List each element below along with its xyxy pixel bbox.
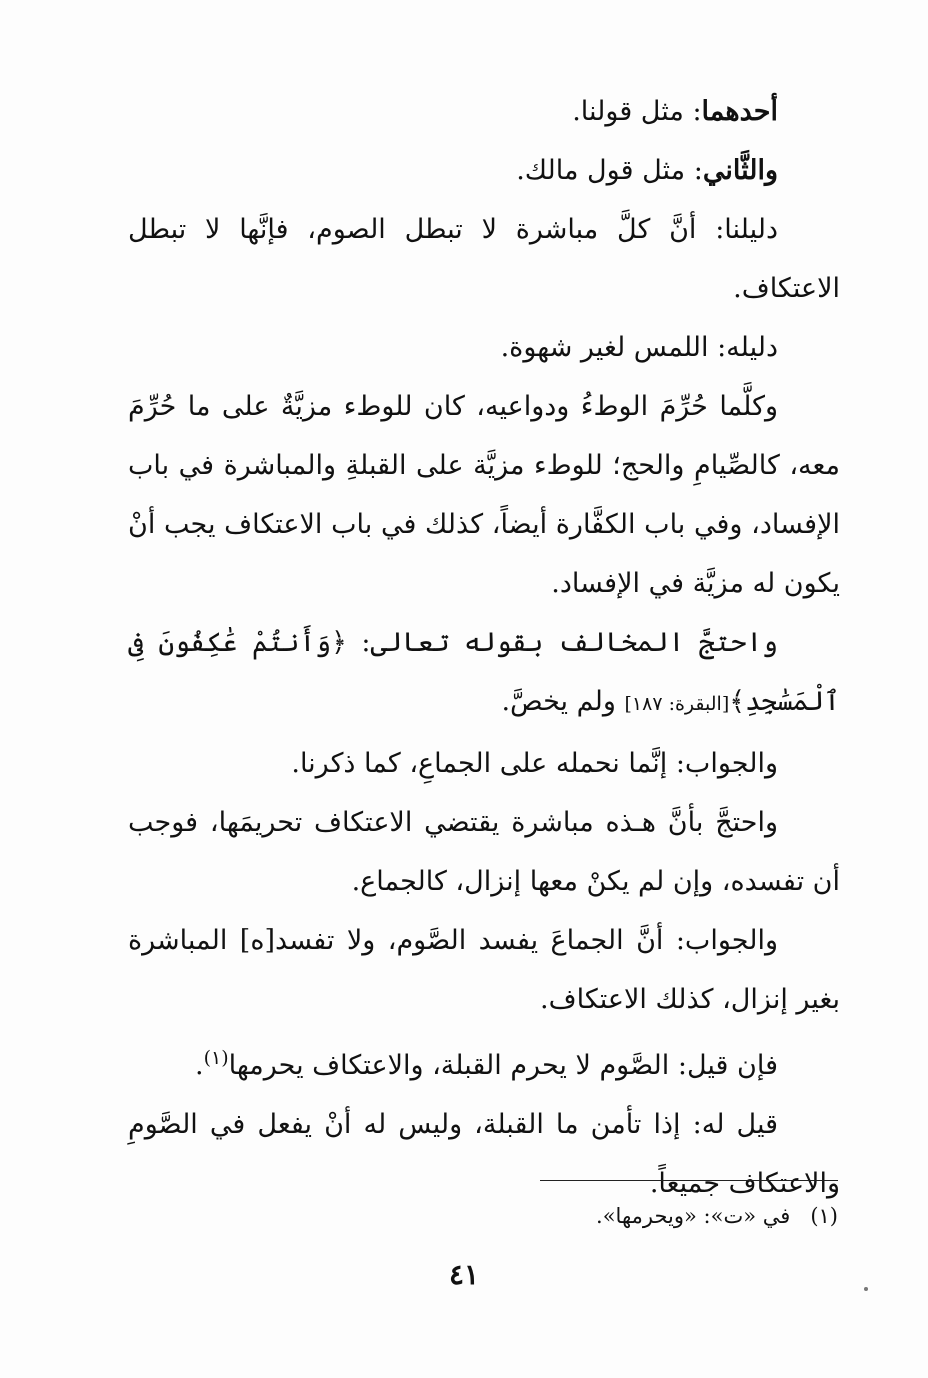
paragraph: دليلنا: أنَّ كلَّ مباشرة لا تبطل الصوم، فإنَّها لا تبطل الاعتكاف. <box>128 214 840 304</box>
paragraph <box>128 141 840 200</box>
paragraph <box>128 1029 840 1095</box>
paragraph-text: : مثل قولنا. <box>572 96 702 127</box>
paragraph-lead: والثَّاني <box>702 155 778 186</box>
paragraph <box>128 613 840 734</box>
footnote-number: (١) <box>810 1204 838 1228</box>
paragraph: والجواب: أنَّ الجماعَ يفسد الصَّوم، ولا تفسد[ه] المباشرة بغير إنزال، كذلك الاعتكاف. <box>128 925 840 1015</box>
paragraph-tail: ولم يخصَّ. <box>501 686 625 717</box>
paragraph <box>128 82 840 141</box>
paragraph: وكلَّما حُرِّمَ الوطءُ ودواعيه، كان للوطء مزيَّةٌ على ما حُرِّمَ معه، كالصِّيامِ والحج؛ للوطء مزيَّة على القبلةِ والمباشرة في باب الإفساد، وفي باب الكفَّارة أيضاً، كذلك في باب الاعتكاف يجب أنْ يكون له مزيَّة في الإفساد. <box>128 391 840 599</box>
paragraph-text: فإن قيل: الصَّوم لا يحرم القبلة، والاعتكاف يحرمها <box>228 1050 778 1081</box>
paragraph: والجواب: إنَّما نحمله على الجماعِ، كما ذكرنا. <box>291 748 778 779</box>
quran-reference: [البقرة: ١٨٧] <box>624 693 730 715</box>
footnote-divider <box>540 1180 838 1181</box>
footnote-marker: (١) <box>203 1047 229 1069</box>
paragraph-text: : مثل قول مالك. <box>516 155 703 186</box>
footnote <box>128 1196 838 1236</box>
main-text <box>128 82 840 1213</box>
footnote-text: في «ت»: «ويحرمها». <box>596 1204 791 1228</box>
paragraph: دليله: اللمس لغير شهوة. <box>500 332 778 363</box>
paragraph-lead: أحدهما <box>701 96 778 127</box>
paragraph: واحتجَّ بأنَّ هـذه مباشرة يقتضي الاعتكاف تحريمَها، فوجب أن تفسده، وإن لم يكنْ معها إنزال، كالجماع. <box>128 807 840 897</box>
paragraph-tail: . <box>194 1050 204 1081</box>
page-number: ٤١ <box>448 1258 480 1291</box>
paragraph-text: واحتجَّ المخالف بقوله تعالى: ﴿وَأَنتُمْ عَٰكِفُونَ فِى ٱلْمَسَٰجِدِ﴾ <box>128 627 840 717</box>
scan-speck <box>864 1287 868 1291</box>
paragraph: قيل له: إذا تأمن ما القبلة، وليس له أنْ يفعل في الصَّومِ والاعتكاف جميعاً. <box>128 1109 840 1199</box>
